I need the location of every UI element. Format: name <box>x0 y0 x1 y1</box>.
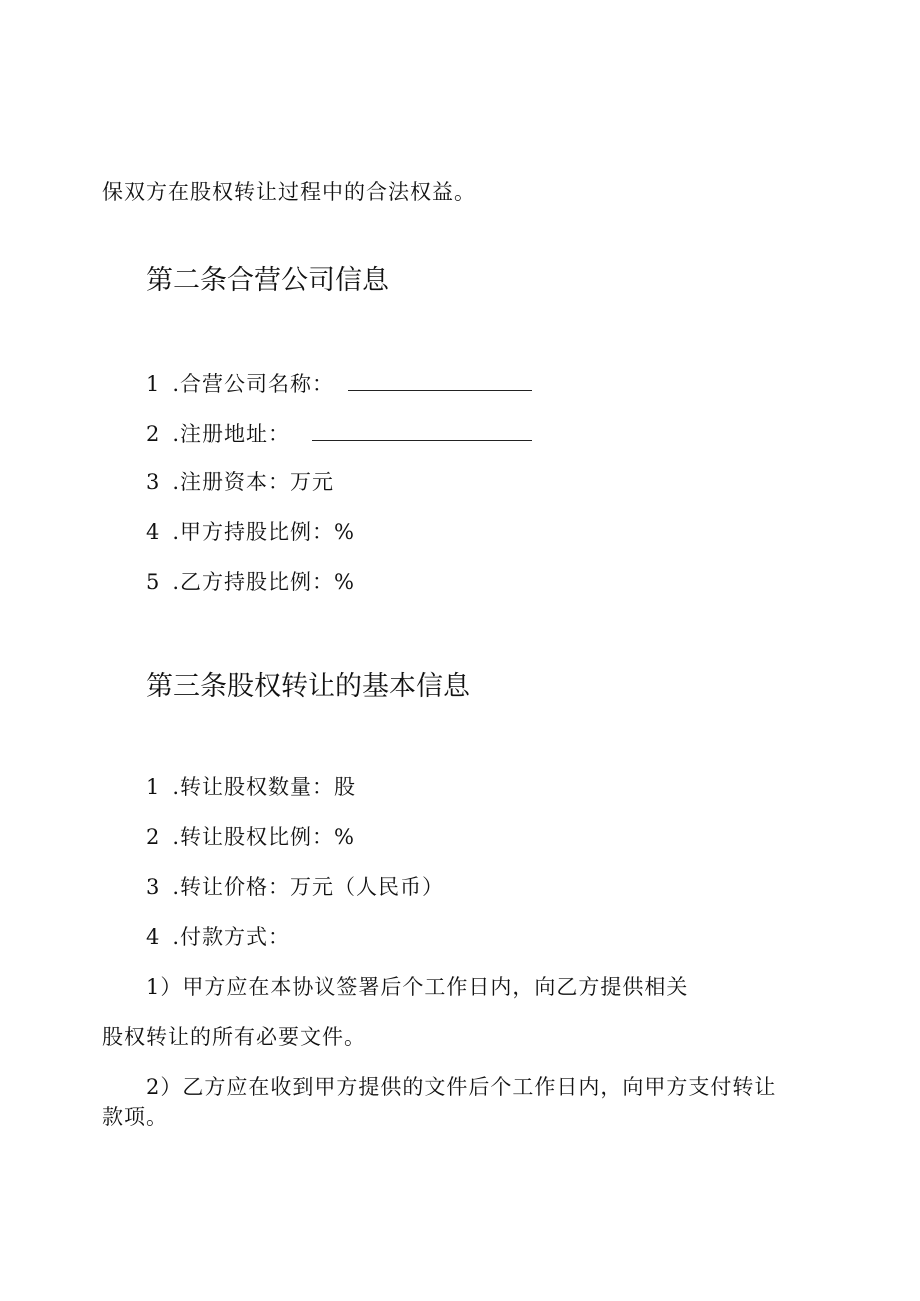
item-text: .注册资本：万元 <box>172 470 335 494</box>
item-number: 1 <box>146 372 161 396</box>
section-2-item-5 <box>146 568 355 596</box>
item-text: .转让股权数量：股 <box>172 775 357 799</box>
section-3-item-2 <box>146 823 355 851</box>
item-number: 3 <box>146 470 161 494</box>
item-number: 1 <box>146 775 161 799</box>
payment-clause-2-line-2: 款项。 <box>102 1105 168 1129</box>
address-blank <box>312 418 532 441</box>
payment-clause-1-line-1: 1）甲方应在本协议签署后个工作日内，向乙方提供相关 <box>146 975 689 999</box>
payment-clause-2-line-1: 2）乙方应在收到甲方提供的文件后个工作日内，向甲方支付转让 <box>146 1075 777 1099</box>
intro-continuation: 保双方在股权转让过程中的合法权益。 <box>102 180 476 204</box>
section-2-item-1 <box>146 368 532 398</box>
item-number: 3 <box>146 875 161 899</box>
item-number: 4 <box>146 925 161 949</box>
item-text: .转让股权比例：% <box>172 825 356 849</box>
item-text: .注册地址： <box>172 422 291 446</box>
item-number: 2 <box>146 422 161 446</box>
section-2-item-2 <box>146 418 532 448</box>
company-name-blank <box>348 368 532 391</box>
item-text: .付款方式： <box>172 925 291 949</box>
section-2-heading: 第二条合营公司信息 <box>146 265 389 296</box>
payment-clause-1-line-2: 股权转让的所有必要文件。 <box>102 1025 366 1049</box>
item-number: 4 <box>146 520 161 544</box>
item-text: .转让价格：万元（人民币） <box>172 875 445 899</box>
section-3-item-4 <box>146 923 290 951</box>
section-3-heading: 第三条股权转让的基本信息 <box>146 671 470 702</box>
section-3-item-3 <box>146 873 444 901</box>
item-text: .甲方持股比例：% <box>172 520 356 544</box>
item-text: .乙方持股比例：% <box>172 570 356 594</box>
section-3-item-1 <box>146 773 356 801</box>
item-number: 2 <box>146 825 161 849</box>
item-number: 5 <box>146 570 161 594</box>
section-2-item-4 <box>146 518 355 546</box>
item-text: .合营公司名称： <box>172 372 335 396</box>
section-2-item-3 <box>146 468 334 496</box>
